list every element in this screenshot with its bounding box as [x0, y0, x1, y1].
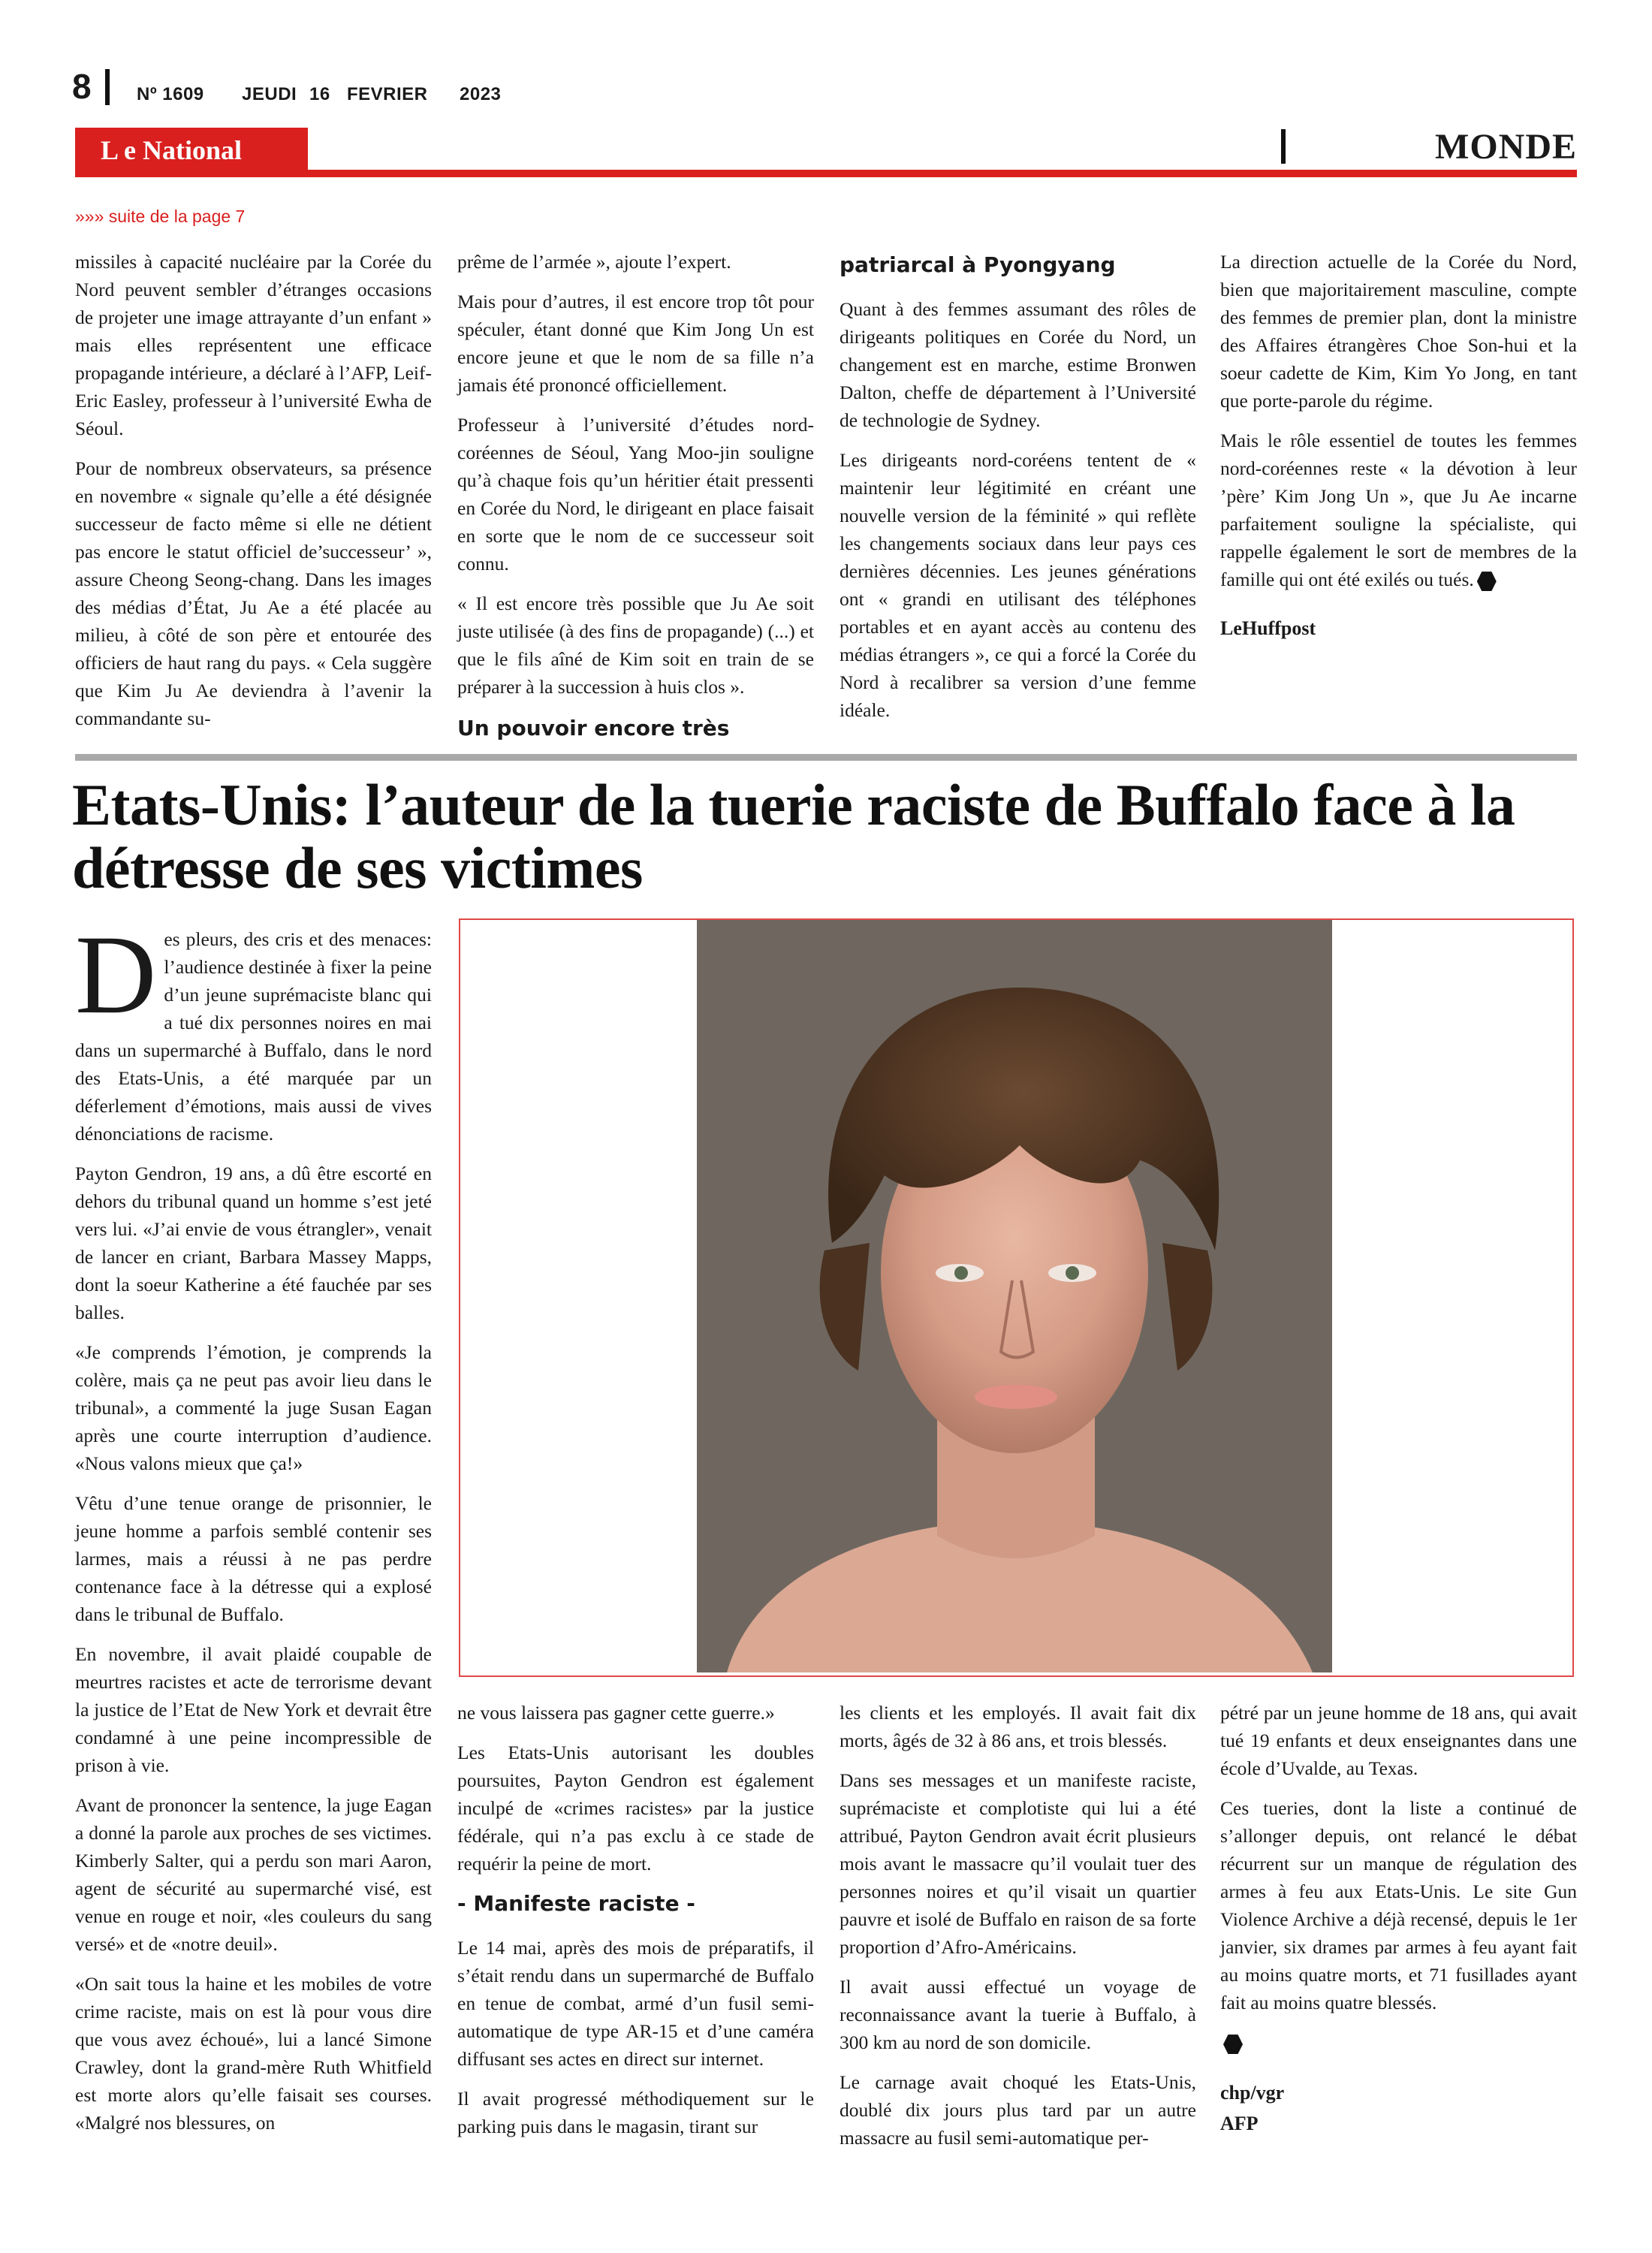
prev-article-column-4 — [1220, 248, 1577, 654]
credit-initials: chp/vgr — [1220, 2082, 1285, 2104]
issue-month: FEVRIER — [347, 84, 428, 104]
paragraph: Les dirigeants nord-coréens tentent de « maintenir leur légitimité en créant une nouvelle version de la féminité » qui reflète les changements sociaux dans leur pays ces dernières décennies. Les jeunes générations ont « grandi en utilisant des téléphones portables et en ayant accès au contenu des médias étrangers », ce qui a forcé la Corée du Nord à recalibrer sa version d’une femme idéale. — [840, 449, 1196, 721]
paragraph: Professeur à l’université d’études nord-coréennes de Séoul, Yang Moo-jin souligne qu’à chaque fois qu’un héritier était pressenti en Corée du Nord, le dirigeant en place faisait en sorte que le nom de ce successeur soit connu. — [457, 414, 814, 575]
brand-name: L e National — [101, 135, 243, 165]
header-rule — [75, 170, 1577, 177]
end-of-article-icon — [1223, 2034, 1243, 2054]
issue-number: Nº 1609 — [137, 84, 204, 104]
issue-date: 16 — [309, 84, 330, 104]
paragraph — [1220, 2028, 1577, 2056]
end-of-article-icon — [1477, 572, 1497, 591]
paragraph: Payton Gendron, 19 ans, a dû être escorté en dehors du tribunal quand un homme s’est jeté vers lui. «J’ai envie de vous étrangler», venait de lancer en criant, Barbara Massey Mapps, dont la soeur Katherine a été fauchée par ses balles. — [75, 1163, 432, 1323]
issue-day: JEUDI — [242, 84, 297, 104]
headline — [72, 774, 1581, 900]
paragraph: les clients et les employés. Il avait fait dix morts, âgés de 32 à 86 ans, et trois blessés. — [840, 1702, 1196, 1751]
paragraph: missiles à capacité nucléaire par la Corée du Nord peuvent sembler d’étranges occasions de projeter une image attrayante d’un enfant » mais elles représentent une efficace propagande intérieure, a déclaré à l’AFP, Leif-Eric Easley, professeur à l’université Ewha de Séoul. — [75, 251, 432, 439]
headline-line-2: détresse de ses victimes — [72, 835, 643, 900]
paragraph: Il avait progressé méthodiquement sur le parking puis dans le magasin, tirant sur — [457, 2088, 814, 2137]
headline-line-1: Etats-Unis: l’auteur de la tuerie raciste de Buffalo face à la — [72, 772, 1515, 837]
paragraph: prême de l’armée », ajoute l’expert. — [457, 251, 731, 273]
prev-article-column-2 — [457, 248, 814, 759]
paragraph: Ces tueries, dont la liste a continué de s’allonger depuis, ont relancé le débat récurrent sur un manque de régulation des armes à feu aux Etats-Unis. Le site Gun Violence Archive a déjà recensé, depuis le 1er janvier, six drames par armes à feu ayant fait au moins quatre morts, et 71 fusillades ayant fait au moins quatre blessés. — [1220, 1797, 1577, 2013]
paragraph: Pour de nombreux observateurs, sa présence en novembre « signale qu’elle a été désignée successeur de facto même si elle ne détient pas encore le statut officiel de’successeur’ », assure Cheong Seong-chang. Dans les images des médias d’État, Ju Ae a été placée au milieu, à côté de son père et entourée des officiers de haut rang du pays. « Cela suggère que Kim Ju Ae deviendra à l’avenir la commandante su- — [75, 457, 432, 729]
subheading: - Manifeste raciste - — [457, 1891, 695, 1916]
paragraph: Quant à des femmes assumant des rôles de dirigeants politiques en Corée du Nord, un changement est en marche, estime Bronwen Dalton, cheffe de département à l’Université de technologie de Sydney. — [840, 298, 1196, 431]
paragraph: « Il est encore très possible que Ju Ae soit juste utilisée (à des fins de propagande) (...) et que le fils aîné de Kim soit en train de se préparer à la succession à huis clos ». — [457, 593, 814, 698]
paragraph: pétré par un jeune homme de 18 ans, qui avait tué 19 enfants et deux enseignantes dans une école d’Uvalde, au Texas. — [1220, 1702, 1577, 1779]
issue-year: 2023 — [460, 84, 502, 104]
article-column-3 — [840, 1699, 1196, 2164]
paragraph: Il avait aussi effectué un voyage de reconnaissance avant la tuerie à Buffalo, à 300 km au nord de son domicile. — [840, 1976, 1196, 2053]
paragraph-text: Mais le rôle essentiel de toutes les femmes nord-coréennes reste « la dévotion à leur ’père’ Kim Jong Un », que Ju Ae incarne parfaitement souligne la spécialiste, qui rappelle également le sort de membres de la famille qui ont été exilés ou tués. — [1220, 430, 1577, 590]
subheading: patriarcal à Pyongyang — [840, 252, 1116, 277]
article-column-2 — [457, 1699, 814, 2152]
page-number-divider — [105, 69, 110, 105]
paragraph: Avant de prononcer la sentence, la juge Eagan a donné la parole aux proches de ses victimes. Kimberly Salter, qui a perdu son mari Aaron, agent de sécurité au supermarché visé, est venue en rouge et noir, «les couleurs du sang versé» et de «notre deuil». — [75, 1794, 432, 1955]
article-signature: LeHuffpost — [1220, 617, 1316, 639]
paragraph: «Je comprends l’émotion, je comprends la colère, mais ça ne peut pas avoir lieu dans le tribunal», a commenté la juge Susan Eagan après une courte interruption d’audience. «Nous valons mieux que ça!» — [75, 1341, 432, 1474]
continuation-note: »»» suite de la page 7 — [75, 207, 246, 226]
paragraph: Le carnage avait choqué les Etats-Unis, doublé dix jours plus tard par un autre massacre au fusil semi-automatique per- — [840, 2071, 1196, 2149]
paragraph: La direction actuelle de la Corée du Nord, bien que majoritairement masculine, compte des femmes de premier plan, dont la ministre des Affaires étrangères Choe Son-hui et la soeur cadette de Kim, Kim Yo Jong, en tant que porte-parole du régime. — [1220, 251, 1577, 412]
paragraph-text: es pleurs, des cris et des menaces: l’audience destinée à fixer la peine d’un jeune suprémaciste blanc qui a tué dix personnes noires en mai dans un supermarché à Buffalo, dans le nord des Etats-Unis, a été marquée par un déferlement d’émotions, mais aussi de vives dénonciations de racisme. — [75, 928, 432, 1145]
mugshot-photo — [697, 920, 1332, 1672]
section-divider — [1281, 129, 1286, 164]
paragraph: Mais pour d’autres, il est encore trop tôt pour spéculer, étant donné que Kim Jong Un est encore jeune et que le nom de sa fille n’a jamais été prononcé officiellement. — [457, 291, 814, 396]
paragraph: En novembre, il avait plaidé coupable de meurtres racistes et acte de terrorisme devant la justice de l’Etat de New York et devrait être condamné à une peine incompressible de prison à vie. — [75, 1643, 432, 1776]
prev-article-column-1 — [75, 248, 432, 744]
paragraph: Vêtu d’une tenue orange de prisonnier, le jeune homme a parfois semblé contenir ses larmes, mais a réussi à ne pas perdre contenance face à la détresse qui a explosé dans le tribunal de Buffalo. — [75, 1492, 432, 1625]
page-number: 8 — [72, 67, 92, 106]
paragraph — [1220, 427, 1577, 593]
article-column-4 — [1220, 1699, 1577, 2149]
prev-article-column-3 — [840, 251, 1196, 736]
paragraph: Dans ses messages et un manifeste raciste, suprémaciste et complotiste qui lui a été attribué, Payton Gendron avait écrit plusieurs mois avant le massacre qu’il voulait tuer des personnes noires et qu’il visait un quartier pauvre et isolé de Buffalo en raison de sa forte proportion d’Afro-Américains. — [840, 1769, 1196, 1958]
paragraph — [75, 912, 432, 1148]
paragraph: Le 14 mai, après des mois de préparatifs, il s’était rendu dans un supermarché de Buffalo en tenue de combat, armé d’un fusil semi-automatique de type AR-15 et d’une caméra diffusant ses actes en direct sur internet. — [457, 1937, 814, 2070]
paragraph: Les Etats-Unis autorisant les doubles poursuites, Payton Gendron est également inculpé de «crimes racistes» par la justice fédérale, qui n’a pas exclu à ce stade de requérir la peine de mort. — [457, 1742, 814, 1874]
portrait-illustration — [697, 920, 1332, 1672]
subheading: Un pouvoir encore très — [457, 716, 730, 740]
paragraph: «On sait tous la haine et les mobiles de votre crime raciste, mais on est là pour vous dire que vous avez échoué», lui a lancé Simone Crawley, dont la grand-mère Ruth Whitfield est morte alors qu’elle faisait ses courses. «Malgré nos blessures, on — [75, 1973, 432, 2134]
article-column-1 — [75, 912, 432, 2149]
credit-agency: AFP — [1220, 2113, 1259, 2134]
paragraph: ne vous laissera pas gagner cette guerre.» — [457, 1702, 775, 1724]
section-title: MONDE — [1435, 127, 1577, 167]
article-separator — [75, 754, 1577, 761]
drop-cap: D — [75, 912, 157, 1037]
